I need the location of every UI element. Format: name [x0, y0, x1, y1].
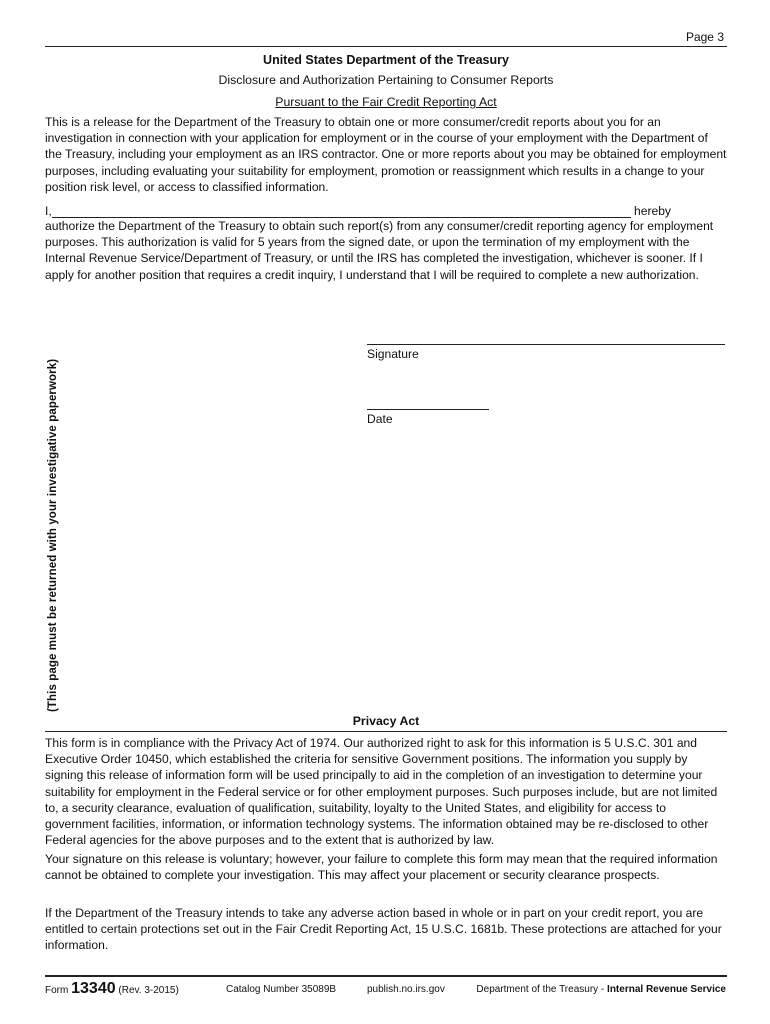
privacy-act-paragraph-2: Your signature on this release is voluntary; however, your failure to complete this form may mean that the required information cannot be obtained to complete your investigation. This may affect your placement or security clearance prospects.	[45, 852, 718, 883]
privacy-act-paragraph-1: This form is in compliance with the Privacy Act of 1974. Our authorized right to ask for this information is 5 U.S.C. 301 and Executive Order 10450, which established the criteria for sensitive Government positions. The information you supply by signing this release of information form will be used principally to aid in the completion of an investigation to determine your suitability for employment in the Federal service or for other employment purposes. Such purposes include, but are not limited to, a security clearance, evaluation of qualification, suitability, loyalty to the United States, and eligibility for access to government facilities, information, or information technology systems. The information obtained may be re-disclosed to other Federal agencies for the above purposes and to the extent that is authorized by law.	[45, 736, 718, 848]
form-number: 13340	[71, 980, 116, 997]
form-revision: (Rev. 3-2015)	[118, 985, 179, 996]
page-number: Page 3	[685, 30, 724, 44]
form-identifier	[45, 980, 179, 998]
document-title: United States Department of the Treasury	[263, 53, 509, 67]
signature-field[interactable]	[367, 326, 725, 345]
form-word: Form	[45, 985, 69, 996]
privacy-act-paragraph-3: If the Department of the Treasury intends to take any adverse action based in whole or in part on your credit report, you are entitled to certain protections set out in the Fair Credit Reporting Act, 15 U.S.C. 1681b. These protections are attached for your information.	[45, 906, 722, 953]
header-rule	[45, 46, 727, 47]
authorizer-name-field[interactable]	[52, 203, 631, 218]
department-prefix: Department of the Treasury -	[476, 984, 605, 995]
department-footer	[476, 984, 726, 995]
authorization-suffix: hereby	[634, 204, 671, 218]
authorization-paragraph: authorize the Department of the Treasury to obtain such report(s) from any consumer/credit reporting agency for employment purposes. This authorization is valid for 5 years from the signed date, or upon the termination of my employment with the Internal Revenue Service/Department of Treasury, or until the IRS has completed the investigation, whichever is sooner. If I apply for another position that requires a credit inquiry, I understand that I will be required to complete a new authorization.	[45, 219, 714, 282]
return-instructions-note: (This page must be returned with your investigative paperwork)	[47, 358, 59, 712]
document-act-heading: Pursuant to the Fair Credit Reporting Act	[275, 95, 497, 109]
document-subtitle: Disclosure and Authorization Pertaining to Consumer Reports	[218, 73, 554, 87]
date-label: Date	[367, 412, 393, 426]
privacy-act-heading: Privacy Act	[352, 714, 420, 728]
signature-label: Signature	[367, 347, 419, 361]
footer-rule	[45, 975, 727, 977]
date-field[interactable]	[367, 392, 489, 410]
catalog-number: Catalog Number 35089B	[226, 984, 337, 995]
authorization-prefix: I,	[45, 204, 52, 218]
publish-website: publish.no.irs.gov	[367, 984, 445, 995]
privacy-act-rule	[45, 731, 727, 732]
release-paragraph: This is a release for the Department of the Treasury to obtain one or more consumer/credit reports about you for an investigation in connection with your application for employment or in the course of your employment with the Department of the Treasury, including your employment as an IRS contractor. One or more reports about you may be obtained for employment purposes, including evaluating your suitability for employment, promotion or reassignment which results in a change to your position risk level, or access to classified information.	[45, 115, 727, 194]
department-agency: Internal Revenue Service	[607, 984, 726, 995]
